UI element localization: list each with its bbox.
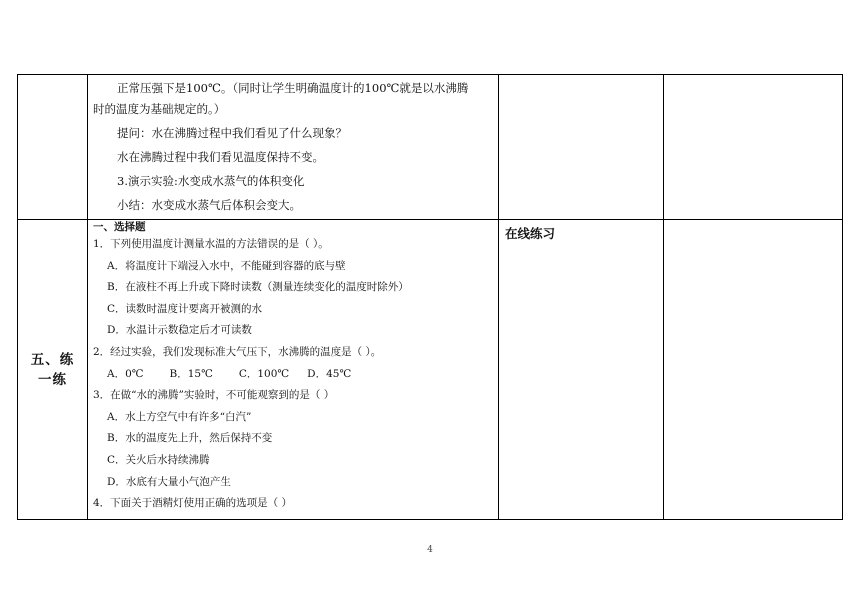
question-option: A．0℃: [107, 367, 144, 380]
question-option: B．15℃: [169, 367, 213, 380]
content-line: 时的温度为基础规定的。）: [93, 102, 226, 116]
question-option: D．水底有大量小气泡产生: [107, 475, 231, 488]
question-option: B．水的温度先上升，然后保持不变: [107, 432, 273, 445]
question-option: C．关火后水持续沸腾: [107, 453, 210, 466]
question-options-row: [93, 364, 494, 386]
question-option: A．水上方空气中有许多“白汽”: [107, 410, 252, 423]
table-row: [18, 75, 843, 220]
content-line: 提问：水在沸腾过程中我们看见了什么现象？: [117, 126, 347, 140]
exercise-cell: [88, 220, 499, 520]
notes-cell: [664, 75, 843, 220]
content-line: 3.演示实验:水变成水蒸气的体积变化: [117, 174, 305, 188]
teaching-content-cell: [88, 75, 499, 220]
question-option: C．读数时温度计要离开被测的水: [107, 302, 263, 315]
question-option: A．将温度计下端浸入水中，不能碰到容器的底与壁: [107, 259, 346, 272]
question-option: C．100℃: [238, 367, 290, 380]
question-option: D．45℃: [307, 367, 352, 380]
question-stem: 3．在做“水的沸腾”实验时，不可能观察到的是（ ）: [93, 389, 335, 402]
stage-label-cell: [18, 220, 88, 520]
resource-cell: [499, 75, 664, 220]
table-row: [18, 220, 843, 520]
question-stem: 4．下面关于酒精灯使用正确的选项是（ ）: [93, 497, 293, 510]
notes-cell: [664, 220, 843, 520]
content-line: 正常压强下是100℃。（同时让学生明确温度计的100℃就是以水沸腾: [117, 81, 469, 95]
content-line: 水在沸腾过程中我们看见温度保持不变。: [117, 150, 324, 164]
page-number: 4: [427, 545, 433, 555]
stage-label-cell: [18, 75, 88, 220]
question-option: B．在液柱不再上升或下降时读数（测量连续变化的温度时除外）: [107, 281, 409, 294]
question-stem: 1．下列使用温度计测量水温的方法错误的是（ ）。: [93, 238, 329, 250]
lesson-plan-table: [17, 74, 843, 520]
question-stem: 2．经过实验，我们发现标准大气压下，水沸腾的温度是（ ）。: [93, 345, 382, 358]
content-line: 小结：水变成水蒸气后体积会变大。: [117, 198, 301, 212]
online-practice-label: 在线练习: [505, 226, 556, 241]
question-option: D．水温计示数稳定后才可读数: [107, 324, 252, 337]
resource-cell: [499, 220, 664, 520]
section-heading: 一、选择题: [93, 221, 146, 233]
stage-label: 五、练一练: [30, 351, 75, 388]
